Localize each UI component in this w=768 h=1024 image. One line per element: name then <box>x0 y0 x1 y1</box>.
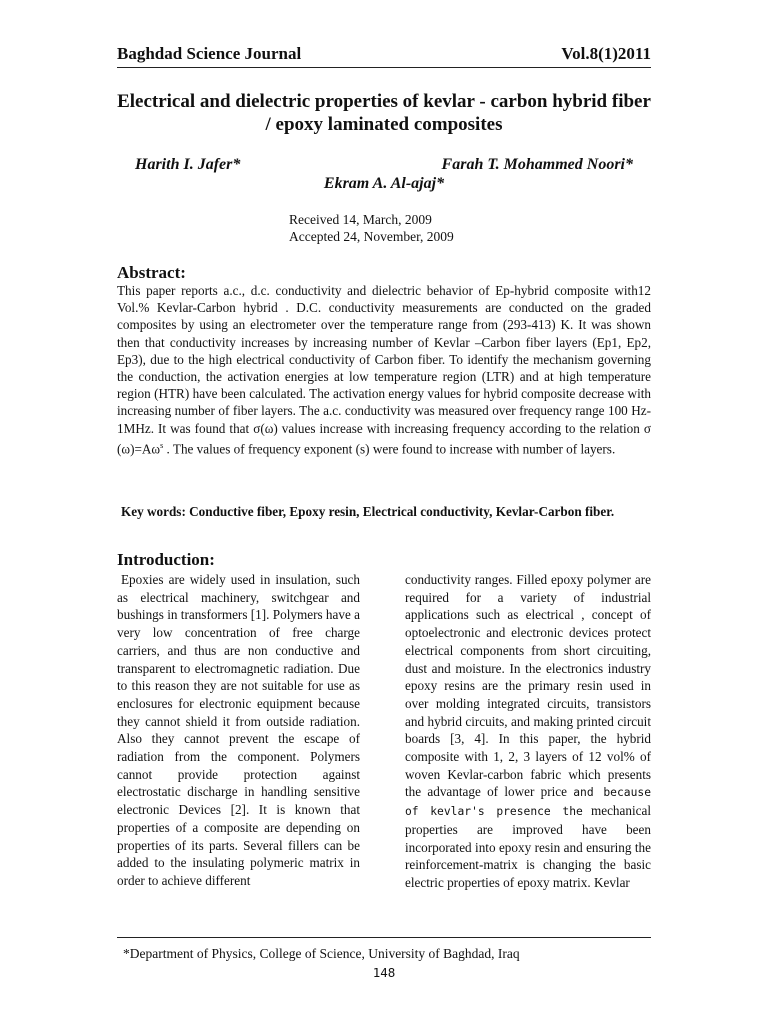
page-number: 148 <box>372 965 396 980</box>
accepted-date: Accepted 24, November, 2009 <box>289 229 454 244</box>
author-first: Harith I. Jafer* <box>135 156 241 173</box>
affiliation-footnote: *Department of Physics, College of Science, University of Baghdad, Iraq <box>123 946 520 961</box>
intro-right-text-1: conductivity ranges. Filled epoxy polymer are required for a variety of industrial applications such as electrical , concept of optoelectronic and electronic devices protect electrical components from short circuiting, dust and moisture. In the electronics industry epoxy resins are the primary resin used in over molding integrated circuits, transistors and hybrid circuits, and making printed circuit boards [3, 4]. In this paper, the hybrid composite with 1, 2, 3 layers of 12 vol% of woven Kevlar-carbon fabric which presents the advantage of lower price <box>405 572 651 800</box>
abstract-text-end: . The values of frequency exponent (s) were found to increase with number of layers. <box>163 441 616 457</box>
dates-block <box>289 211 454 245</box>
introduction-left-column <box>117 571 360 890</box>
abstract-body <box>117 282 651 457</box>
formula-exponent: s <box>160 440 164 450</box>
author-third: Ekram A. Al-ajaj* <box>323 175 445 192</box>
received-date: Received 14, March, 2009 <box>289 212 432 227</box>
author-second: Farah T. Mohammed Noori* <box>441 156 633 173</box>
intro-right-mono-line: and because of kevlar's presence the <box>405 786 651 819</box>
intro-left-text: Epoxies are widely used in insulation, such as electrical machinery, switchgear and bushings in transformers [1]. Polymers have a very low concentration of free charge carriers, and thus are non conductive and transparent to electromagnetic radiation. Due to this reason they are not suitable for use as enclosures for electronic equipment because they cannot shield it from outside radiation. Also they cannot prevent the escape of radiation from the component. Polymers cannot provide protection against electrostatic discharge in handling sensitive electronic Devices [2]. It is known that properties of a composite are depending on properties of its parts. Several fillers can be added to the insulating polymeric matrix in order to achieve different <box>117 572 360 888</box>
abstract-text: This paper reports a.c., d.c. conductivity and dielectric behavior of Ep-hybrid composite with12 Vol.% Kevlar-Carbon hybrid . D.C. conductivity measurements are conducted on the graded composites by using an electrometer over the temperature range from (293-413) K. It was shown then that conductivity increases by increasing number of Kevlar –Carbon fiber layers (Ep1, Ep2, Ep3), due to the high electrical conductivity of Carbon fiber. To identify the mechanism governing the conduction, the activation energies at low temperature region (LTR) and at high temperature region (HTR) have been calculated. The activation energy values for hybrid composite decrease with increasing number of fiber layers. The a.c. conductivity was measured over frequency range 100 Hz-1MHz. It was found that σ(ω) values increase with increasing frequency according to the relation σ (ω)=Aω <box>117 283 651 457</box>
header-divider <box>117 67 651 68</box>
journal-volume: Vol.8(1)2011 <box>561 44 651 63</box>
intro-right-text-2: mechanical properties are improved have been incorporated into epoxy resin and ensuring the reinforcement-matrix is changing the basic electric properties of epoxy matrix. Kevlar <box>405 803 652 890</box>
abstract-heading: Abstract: <box>117 263 186 282</box>
journal-name: Baghdad Science Journal <box>117 44 302 63</box>
introduction-right-column <box>405 571 651 892</box>
footnote-divider <box>117 937 651 938</box>
introduction-heading: Introduction: <box>117 550 215 569</box>
paper-title: Electrical and dielectric properties of kevlar - carbon hybrid fiber / epoxy laminated composites <box>117 91 651 135</box>
keywords: Key words: Conductive fiber, Epoxy resin, Electrical conductivity, Kevlar-Carbon fiber. <box>121 504 615 519</box>
